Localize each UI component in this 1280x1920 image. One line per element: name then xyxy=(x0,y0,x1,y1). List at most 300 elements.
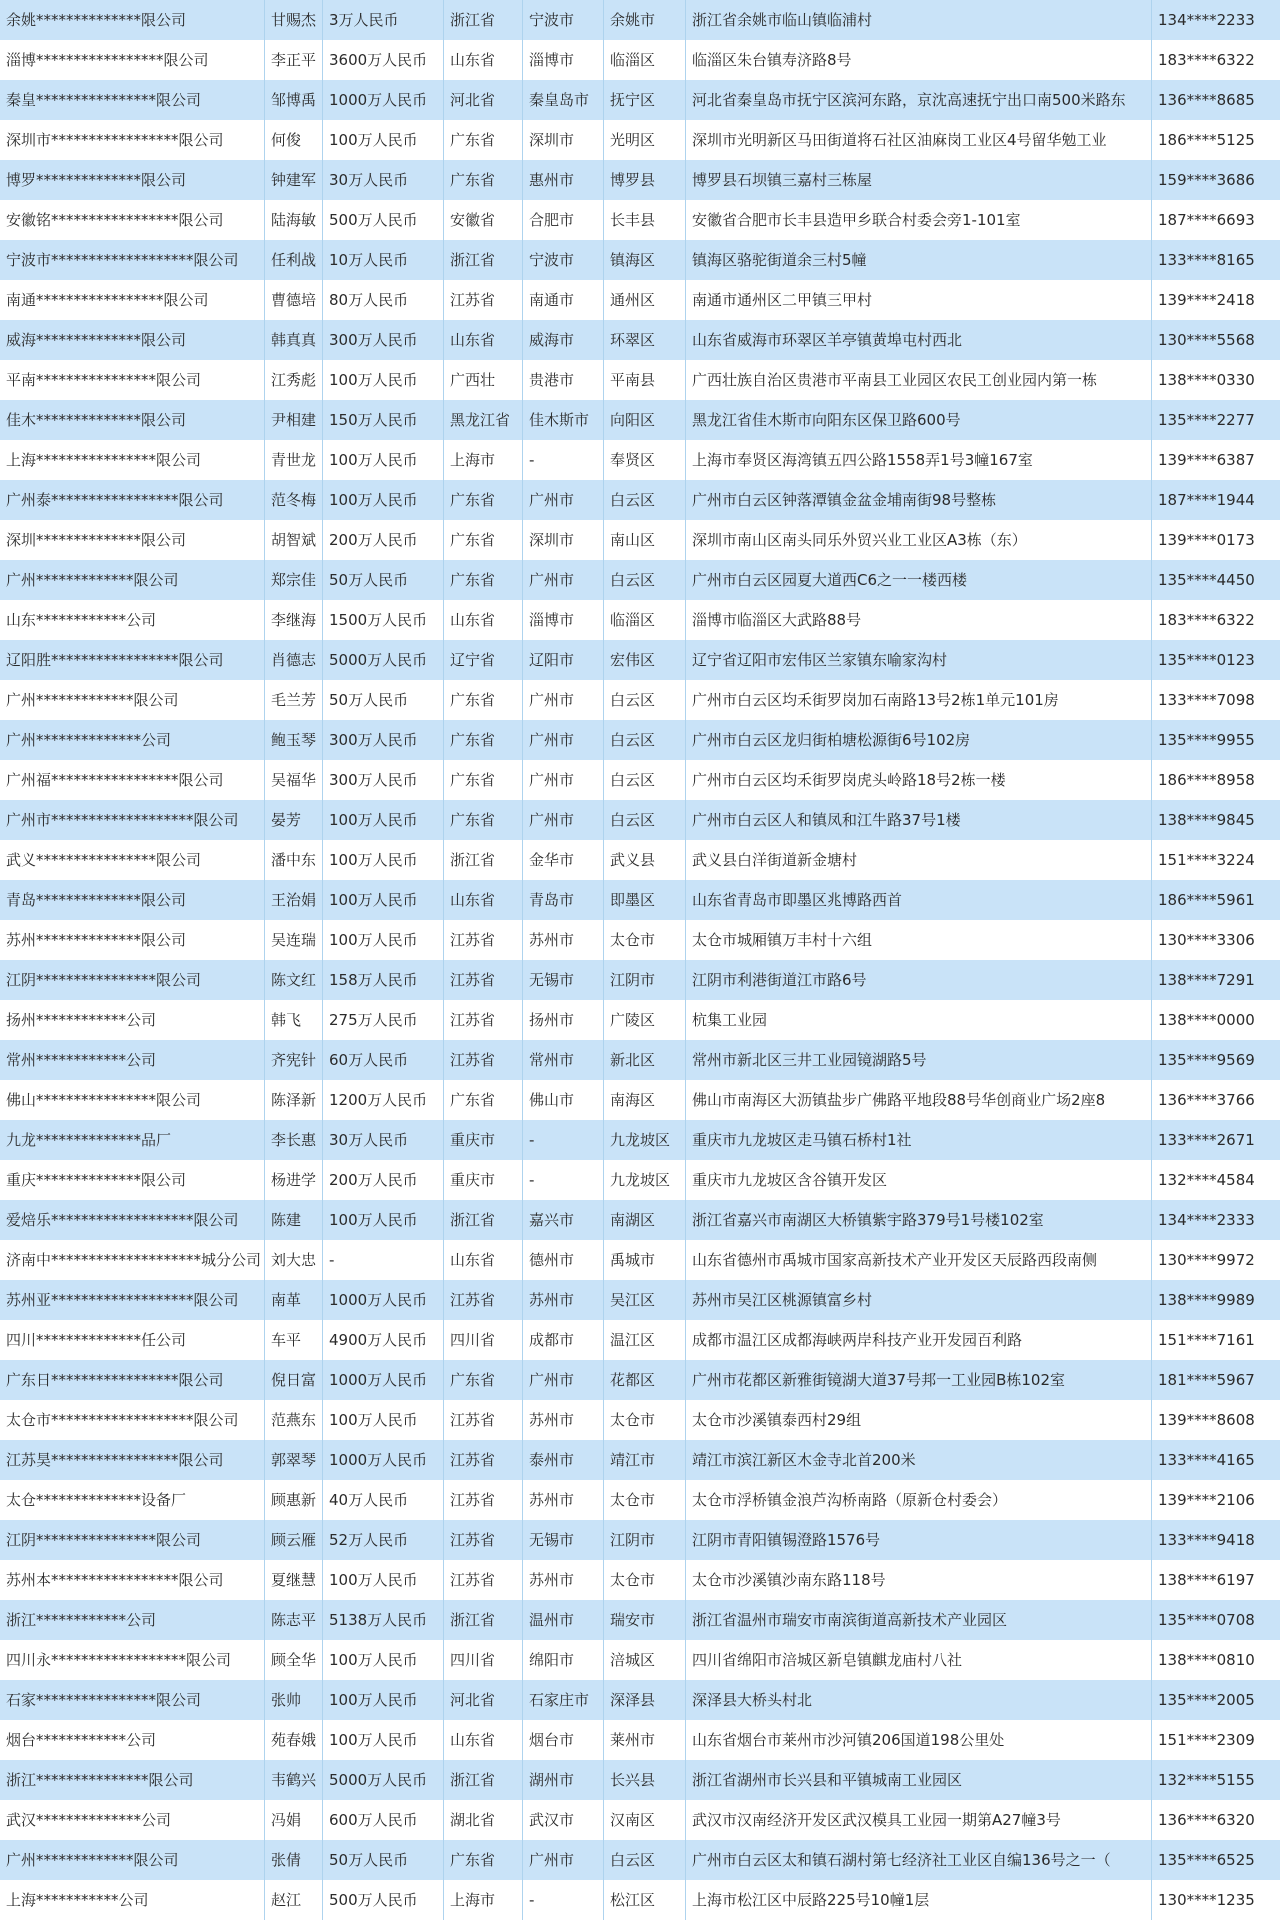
address-cell: 广州市白云区均禾街罗岗虎头岭路18号2栋一楼 xyxy=(686,760,1152,800)
phone-cell: 134****2233 xyxy=(1158,11,1255,29)
registered-capital-cell: 5138万人民币 xyxy=(323,1600,444,1640)
table-row xyxy=(0,1000,1280,1040)
table-row xyxy=(0,1040,1280,1080)
district-cell: 太仓市 xyxy=(604,1480,686,1520)
city-cell: 广州市 xyxy=(523,800,604,840)
phone-cell: 134****2333 xyxy=(1158,1211,1255,1229)
address-cell: 临淄区朱台镇寿济路8号 xyxy=(686,40,1152,80)
registered-capital-cell: 275万人民币 xyxy=(323,1000,444,1040)
city-cell: 苏州市 xyxy=(523,1280,604,1320)
district-cell: 白云区 xyxy=(604,720,686,760)
phone-cell: 136****3766 xyxy=(1158,1091,1255,1109)
registered-capital-cell: 100万人民币 xyxy=(323,480,444,520)
registered-capital-cell: 200万人民币 xyxy=(323,1160,444,1200)
province-cell: 江苏省 xyxy=(444,1040,523,1080)
city-cell: 石家庄市 xyxy=(523,1680,604,1720)
company-name-cell: 太仓**************设备厂 xyxy=(0,1480,265,1520)
province-cell: 山东省 xyxy=(444,1240,523,1280)
contact-name-cell: 陈文红 xyxy=(265,960,323,1000)
address-cell: 靖江市滨江新区木金寺北首200米 xyxy=(686,1440,1152,1480)
city-cell: 德州市 xyxy=(523,1240,604,1280)
company-name-cell: 九龙**************品厂 xyxy=(0,1120,265,1160)
registered-capital-cell: 50万人民币 xyxy=(323,680,444,720)
registered-capital-cell: 1200万人民币 xyxy=(323,1080,444,1120)
phone-cell: 187****1944 xyxy=(1158,491,1255,509)
contact-name-cell: 南革 xyxy=(265,1280,323,1320)
table-row xyxy=(0,600,1280,640)
province-cell: 广东省 xyxy=(444,760,523,800)
registered-capital-cell: - xyxy=(323,1240,444,1280)
district-cell: 武义县 xyxy=(604,840,686,880)
registered-capital-cell: 150万人民币 xyxy=(323,400,444,440)
contact-name-cell: 陈志平 xyxy=(265,1600,323,1640)
phone-cell: 138****0810 xyxy=(1158,1651,1255,1669)
registered-capital-cell: 4900万人民币 xyxy=(323,1320,444,1360)
district-cell: 平南县 xyxy=(604,360,686,400)
registered-capital-cell: 300万人民币 xyxy=(323,320,444,360)
table-row xyxy=(0,640,1280,680)
contact-name-cell: 毛兰芳 xyxy=(265,680,323,720)
company-name-cell: 南通*****************限公司 xyxy=(0,280,265,320)
company-name-cell: 广州市*******************限公司 xyxy=(0,800,265,840)
phone-cell: 130****5568 xyxy=(1158,331,1255,349)
contact-name-cell: 任利战 xyxy=(265,240,323,280)
registered-capital-cell: 300万人民币 xyxy=(323,760,444,800)
district-cell: 抚宁区 xyxy=(604,80,686,120)
table-row xyxy=(0,400,1280,440)
province-cell: 广东省 xyxy=(444,120,523,160)
province-cell: 广东省 xyxy=(444,720,523,760)
table-row xyxy=(0,360,1280,400)
contact-name-cell: 韩真真 xyxy=(265,320,323,360)
phone-cell: 135****4450 xyxy=(1158,571,1255,589)
contact-name-cell: 范冬梅 xyxy=(265,480,323,520)
table-row xyxy=(0,1400,1280,1440)
company-name-cell: 余姚**************限公司 xyxy=(0,0,265,40)
table-row xyxy=(0,1640,1280,1680)
table-row xyxy=(0,1680,1280,1720)
address-cell: 浙江省嘉兴市南湖区大桥镇紫宇路379号1号楼102室 xyxy=(686,1200,1152,1240)
district-cell: 松江区 xyxy=(604,1880,686,1920)
contact-name-cell: 范燕东 xyxy=(265,1400,323,1440)
company-name-cell: 威海**************限公司 xyxy=(0,320,265,360)
city-cell: 武汉市 xyxy=(523,1800,604,1840)
province-cell: 上海市 xyxy=(444,440,523,480)
contact-name-cell: 韩飞 xyxy=(265,1000,323,1040)
registered-capital-cell: 1000万人民币 xyxy=(323,80,444,120)
district-cell: 莱州市 xyxy=(604,1720,686,1760)
city-cell: 烟台市 xyxy=(523,1720,604,1760)
registered-capital-cell: 50万人民币 xyxy=(323,560,444,600)
company-name-cell: 扬州************公司 xyxy=(0,1000,265,1040)
company-name-cell: 江阴****************限公司 xyxy=(0,960,265,1000)
registered-capital-cell: 100万人民币 xyxy=(323,1720,444,1760)
address-cell: 广州市白云区太和镇石湖村第七经济社工业区自编136号之一（ xyxy=(686,1840,1152,1880)
phone-cell: 139****8608 xyxy=(1158,1411,1255,1429)
table-row xyxy=(0,1800,1280,1840)
city-cell: 泰州市 xyxy=(523,1440,604,1480)
province-cell: 辽宁省 xyxy=(444,640,523,680)
province-cell: 河北省 xyxy=(444,1680,523,1720)
company-name-cell: 苏州亚*******************限公司 xyxy=(0,1280,265,1320)
district-cell: 向阳区 xyxy=(604,400,686,440)
registered-capital-cell: 100万人民币 xyxy=(323,1680,444,1720)
address-cell: 浙江省温州市瑞安市南滨街道高新技术产业园区 xyxy=(686,1600,1152,1640)
province-cell: 重庆市 xyxy=(444,1120,523,1160)
phone-cell: 187****6693 xyxy=(1158,211,1255,229)
phone-cell: 151****3224 xyxy=(1158,851,1255,869)
district-cell: 禹城市 xyxy=(604,1240,686,1280)
contact-name-cell: 夏继慧 xyxy=(265,1560,323,1600)
contact-name-cell: 倪日富 xyxy=(265,1360,323,1400)
table-row xyxy=(0,1840,1280,1880)
registered-capital-cell: 1000万人民币 xyxy=(323,1280,444,1320)
address-cell: 浙江省湖州市长兴县和平镇城南工业园区 xyxy=(686,1760,1152,1800)
phone-cell: 181****5967 xyxy=(1158,1371,1255,1389)
province-cell: 山东省 xyxy=(444,880,523,920)
district-cell: 宏伟区 xyxy=(604,640,686,680)
address-cell: 山东省烟台市莱州市沙河镇206国道198公里处 xyxy=(686,1720,1152,1760)
contact-name-cell: 张倩 xyxy=(265,1840,323,1880)
table-row xyxy=(0,80,1280,120)
city-cell: 成都市 xyxy=(523,1320,604,1360)
district-cell: 九龙坡区 xyxy=(604,1160,686,1200)
contact-name-cell: 赵江 xyxy=(265,1880,323,1920)
phone-cell: 138****9989 xyxy=(1158,1291,1255,1309)
company-name-cell: 深圳**************限公司 xyxy=(0,520,265,560)
address-cell: 太仓市浮桥镇金浪芦沟桥南路（原新仓村委会） xyxy=(686,1480,1152,1520)
city-cell: - xyxy=(523,1160,604,1200)
contact-name-cell: 韦鹤兴 xyxy=(265,1760,323,1800)
city-cell: 合肥市 xyxy=(523,200,604,240)
company-name-cell: 广州**************公司 xyxy=(0,720,265,760)
phone-cell: 130****1235 xyxy=(1158,1891,1255,1909)
address-cell: 浙江省余姚市临山镇临浦村 xyxy=(686,0,1152,40)
city-cell: 嘉兴市 xyxy=(523,1200,604,1240)
contact-name-cell: 肖德志 xyxy=(265,640,323,680)
address-cell: 太仓市沙溪镇沙南东路118号 xyxy=(686,1560,1152,1600)
registered-capital-cell: 200万人民币 xyxy=(323,520,444,560)
district-cell: 南山区 xyxy=(604,520,686,560)
contact-name-cell: 曹德培 xyxy=(265,280,323,320)
table-row xyxy=(0,1120,1280,1160)
table-row xyxy=(0,1560,1280,1600)
address-cell: 安徽省合肥市长丰县造甲乡联合村委会旁1-101室 xyxy=(686,200,1152,240)
district-cell: 博罗县 xyxy=(604,160,686,200)
registered-capital-cell: 100万人民币 xyxy=(323,880,444,920)
city-cell: - xyxy=(523,440,604,480)
address-cell: 淄博市临淄区大武路88号 xyxy=(686,600,1152,640)
table-row xyxy=(0,480,1280,520)
province-cell: 江苏省 xyxy=(444,1480,523,1520)
contact-name-cell: 李继海 xyxy=(265,600,323,640)
phone-cell: 130****3306 xyxy=(1158,931,1255,949)
registered-capital-cell: 5000万人民币 xyxy=(323,640,444,680)
company-name-cell: 江苏昊*****************限公司 xyxy=(0,1440,265,1480)
address-cell: 杭集工业园 xyxy=(686,1000,1152,1040)
province-cell: 山东省 xyxy=(444,1720,523,1760)
table-row xyxy=(0,1760,1280,1800)
company-name-cell: 四川**************任公司 xyxy=(0,1320,265,1360)
registered-capital-cell: 100万人民币 xyxy=(323,440,444,480)
province-cell: 山东省 xyxy=(444,320,523,360)
company-name-cell: 苏州**************限公司 xyxy=(0,920,265,960)
phone-cell: 139****2106 xyxy=(1158,1491,1255,1509)
address-cell: 上海市奉贤区海湾镇五四公路1558弄1号3幢167室 xyxy=(686,440,1152,480)
address-cell: 深泽县大桥头村北 xyxy=(686,1680,1152,1720)
phone-cell: 139****2418 xyxy=(1158,291,1255,309)
address-cell: 博罗县石坝镇三嘉村三栋屋 xyxy=(686,160,1152,200)
city-cell: 秦皇岛市 xyxy=(523,80,604,120)
contact-name-cell: 李正平 xyxy=(265,40,323,80)
company-name-cell: 上海***********公司 xyxy=(0,1880,265,1920)
table-row xyxy=(0,440,1280,480)
table-row xyxy=(0,760,1280,800)
city-cell: - xyxy=(523,1880,604,1920)
registered-capital-cell: 50万人民币 xyxy=(323,1840,444,1880)
contact-name-cell: 吴福华 xyxy=(265,760,323,800)
phone-cell: 183****6322 xyxy=(1158,611,1255,629)
table-row xyxy=(0,1280,1280,1320)
registered-capital-cell: 500万人民币 xyxy=(323,1880,444,1920)
address-cell: 常州市新北区三井工业园镜湖路5号 xyxy=(686,1040,1152,1080)
district-cell: 九龙坡区 xyxy=(604,1120,686,1160)
city-cell: 金华市 xyxy=(523,840,604,880)
province-cell: 江苏省 xyxy=(444,1520,523,1560)
phone-cell: 130****9972 xyxy=(1158,1251,1255,1269)
address-cell: 太仓市城厢镇万丰村十六组 xyxy=(686,920,1152,960)
district-cell: 太仓市 xyxy=(604,1400,686,1440)
contact-name-cell: 顾惠新 xyxy=(265,1480,323,1520)
city-cell: 温州市 xyxy=(523,1600,604,1640)
registered-capital-cell: 100万人民币 xyxy=(323,120,444,160)
company-name-cell: 佳木**************限公司 xyxy=(0,400,265,440)
district-cell: 即墨区 xyxy=(604,880,686,920)
company-name-cell: 广东日*****************限公司 xyxy=(0,1360,265,1400)
city-cell: - xyxy=(523,1120,604,1160)
phone-cell: 135****2277 xyxy=(1158,411,1255,429)
phone-cell: 135****0708 xyxy=(1158,1611,1255,1629)
district-cell: 余姚市 xyxy=(604,0,686,40)
district-cell: 通州区 xyxy=(604,280,686,320)
registered-capital-cell: 300万人民币 xyxy=(323,720,444,760)
district-cell: 白云区 xyxy=(604,680,686,720)
company-name-cell: 常州************公司 xyxy=(0,1040,265,1080)
table-row xyxy=(0,960,1280,1000)
contact-name-cell: 青世龙 xyxy=(265,440,323,480)
company-name-cell: 平南****************限公司 xyxy=(0,360,265,400)
district-cell: 白云区 xyxy=(604,480,686,520)
address-cell: 广州市白云区园夏大道西C6之一一楼西楼 xyxy=(686,560,1152,600)
address-cell: 广州市白云区钟落潭镇金盆金埔南街98号整栋 xyxy=(686,480,1152,520)
registered-capital-cell: 80万人民币 xyxy=(323,280,444,320)
company-name-cell: 广州*************限公司 xyxy=(0,1840,265,1880)
district-cell: 长兴县 xyxy=(604,1760,686,1800)
contact-name-cell: 杨进学 xyxy=(265,1160,323,1200)
province-cell: 浙江省 xyxy=(444,1600,523,1640)
city-cell: 扬州市 xyxy=(523,1000,604,1040)
province-cell: 四川省 xyxy=(444,1640,523,1680)
registered-capital-cell: 30万人民币 xyxy=(323,160,444,200)
registered-capital-cell: 500万人民币 xyxy=(323,200,444,240)
company-name-cell: 博罗**************限公司 xyxy=(0,160,265,200)
company-name-cell: 武义****************限公司 xyxy=(0,840,265,880)
registered-capital-cell: 1500万人民币 xyxy=(323,600,444,640)
province-cell: 广东省 xyxy=(444,1080,523,1120)
city-cell: 无锡市 xyxy=(523,1520,604,1560)
registered-capital-cell: 1000万人民币 xyxy=(323,1440,444,1480)
address-cell: 河北省秦皇岛市抚宁区滨河东路，京沈高速抚宁出口南500米路东 xyxy=(686,80,1152,120)
city-cell: 湖州市 xyxy=(523,1760,604,1800)
address-cell: 广西壮族自治区贵港市平南县工业园区农民工创业园内第一栋 xyxy=(686,360,1152,400)
contact-name-cell: 江秀彪 xyxy=(265,360,323,400)
registered-capital-cell: 100万人民币 xyxy=(323,1640,444,1680)
company-name-cell: 济南中********************城分公司 xyxy=(0,1240,265,1280)
registered-capital-cell: 52万人民币 xyxy=(323,1520,444,1560)
phone-cell: 133****9418 xyxy=(1158,1531,1255,1549)
phone-cell: 139****0173 xyxy=(1158,531,1255,549)
province-cell: 广东省 xyxy=(444,1840,523,1880)
phone-cell: 139****6387 xyxy=(1158,451,1255,469)
city-cell: 佳木斯市 xyxy=(523,400,604,440)
city-cell: 广州市 xyxy=(523,720,604,760)
phone-cell: 136****8685 xyxy=(1158,91,1255,109)
province-cell: 浙江省 xyxy=(444,1760,523,1800)
table-row xyxy=(0,120,1280,160)
address-cell: 江阴市青阳镇锡澄路1576号 xyxy=(686,1520,1152,1560)
contact-name-cell: 陈建 xyxy=(265,1200,323,1240)
contact-name-cell: 顾云雁 xyxy=(265,1520,323,1560)
city-cell: 苏州市 xyxy=(523,1480,604,1520)
province-cell: 广东省 xyxy=(444,520,523,560)
company-name-cell: 广州泰*****************限公司 xyxy=(0,480,265,520)
phone-cell: 186****8958 xyxy=(1158,771,1255,789)
company-name-cell: 广州*************限公司 xyxy=(0,560,265,600)
address-cell: 山东省德州市禹城市国家高新技术产业开发区天辰路西段南侧 xyxy=(686,1240,1152,1280)
contact-name-cell: 顾全华 xyxy=(265,1640,323,1680)
district-cell: 环翠区 xyxy=(604,320,686,360)
city-cell: 威海市 xyxy=(523,320,604,360)
province-cell: 广西壮 xyxy=(444,360,523,400)
province-cell: 上海市 xyxy=(444,1880,523,1920)
city-cell: 宁波市 xyxy=(523,0,604,40)
contact-name-cell: 钟建军 xyxy=(265,160,323,200)
table-row xyxy=(0,1480,1280,1520)
district-cell: 深泽县 xyxy=(604,1680,686,1720)
district-cell: 白云区 xyxy=(604,760,686,800)
phone-cell: 132****4584 xyxy=(1158,1171,1255,1189)
registered-capital-cell: 100万人民币 xyxy=(323,840,444,880)
contact-name-cell: 苑春娥 xyxy=(265,1720,323,1760)
table-row xyxy=(0,320,1280,360)
district-cell: 南湖区 xyxy=(604,1200,686,1240)
registered-capital-cell: 60万人民币 xyxy=(323,1040,444,1080)
address-cell: 广州市白云区均禾街罗岗加石南路13号2栋1单元101房 xyxy=(686,680,1152,720)
phone-cell: 135****6525 xyxy=(1158,1851,1255,1869)
phone-cell: 135****2005 xyxy=(1158,1691,1255,1709)
phone-cell: 133****7098 xyxy=(1158,691,1255,709)
city-cell: 广州市 xyxy=(523,560,604,600)
address-cell: 成都市温江区成都海峡两岸科技产业开发园百利路 xyxy=(686,1320,1152,1360)
district-cell: 光明区 xyxy=(604,120,686,160)
city-cell: 苏州市 xyxy=(523,920,604,960)
city-cell: 广州市 xyxy=(523,680,604,720)
contact-name-cell: 郭翠琴 xyxy=(265,1440,323,1480)
province-cell: 江苏省 xyxy=(444,960,523,1000)
company-name-cell: 广州*************限公司 xyxy=(0,680,265,720)
contact-name-cell: 胡智斌 xyxy=(265,520,323,560)
company-name-cell: 浙江***************限公司 xyxy=(0,1760,265,1800)
address-cell: 佛山市南海区大沥镇盐步广佛路平地段88号华创商业广场2座8 xyxy=(686,1080,1152,1120)
phone-cell: 138****0330 xyxy=(1158,371,1255,389)
address-cell: 山东省威海市环翠区羊亭镇黄埠屯村西北 xyxy=(686,320,1152,360)
district-cell: 靖江市 xyxy=(604,1440,686,1480)
company-name-cell: 江阴****************限公司 xyxy=(0,1520,265,1560)
district-cell: 奉贤区 xyxy=(604,440,686,480)
district-cell: 临淄区 xyxy=(604,40,686,80)
city-cell: 常州市 xyxy=(523,1040,604,1080)
phone-cell: 133****8165 xyxy=(1158,251,1255,269)
company-name-cell: 烟台************公司 xyxy=(0,1720,265,1760)
company-name-cell: 石家****************限公司 xyxy=(0,1680,265,1720)
company-name-cell: 武汉**************公司 xyxy=(0,1800,265,1840)
table-row xyxy=(0,840,1280,880)
province-cell: 江苏省 xyxy=(444,1440,523,1480)
city-cell: 苏州市 xyxy=(523,1560,604,1600)
phone-cell: 138****6197 xyxy=(1158,1571,1255,1589)
address-cell: 黑龙江省佳木斯市向阳东区保卫路600号 xyxy=(686,400,1152,440)
address-cell: 深圳市南山区南头同乐外贸兴业工业区A3栋（东） xyxy=(686,520,1152,560)
company-name-cell: 太仓市*******************限公司 xyxy=(0,1400,265,1440)
registered-capital-cell: 1000万人民币 xyxy=(323,1360,444,1400)
address-cell: 重庆市九龙坡区含谷镇开发区 xyxy=(686,1160,1152,1200)
registered-capital-cell: 3万人民币 xyxy=(323,0,444,40)
phone-cell: 133****4165 xyxy=(1158,1451,1255,1469)
province-cell: 广东省 xyxy=(444,680,523,720)
province-cell: 浙江省 xyxy=(444,840,523,880)
registered-capital-cell: 100万人民币 xyxy=(323,920,444,960)
phone-cell: 186****5961 xyxy=(1158,891,1255,909)
province-cell: 江苏省 xyxy=(444,280,523,320)
district-cell: 镇海区 xyxy=(604,240,686,280)
province-cell: 广东省 xyxy=(444,480,523,520)
table-row xyxy=(0,720,1280,760)
table-row xyxy=(0,280,1280,320)
city-cell: 广州市 xyxy=(523,1360,604,1400)
district-cell: 太仓市 xyxy=(604,920,686,960)
province-cell: 湖北省 xyxy=(444,1800,523,1840)
registered-capital-cell: 40万人民币 xyxy=(323,1480,444,1520)
province-cell: 江苏省 xyxy=(444,1400,523,1440)
district-cell: 瑞安市 xyxy=(604,1600,686,1640)
registered-capital-cell: 100万人民币 xyxy=(323,360,444,400)
table-row xyxy=(0,680,1280,720)
table-row xyxy=(0,1160,1280,1200)
phone-cell: 136****6320 xyxy=(1158,1811,1255,1829)
city-cell: 青岛市 xyxy=(523,880,604,920)
address-cell: 南通市通州区二甲镇三甲村 xyxy=(686,280,1152,320)
city-cell: 绵阳市 xyxy=(523,1640,604,1680)
district-cell: 温江区 xyxy=(604,1320,686,1360)
district-cell: 太仓市 xyxy=(604,1560,686,1600)
city-cell: 苏州市 xyxy=(523,1400,604,1440)
address-cell: 镇海区骆驼街道余三村5幢 xyxy=(686,240,1152,280)
province-cell: 河北省 xyxy=(444,80,523,120)
address-cell: 辽宁省辽阳市宏伟区兰家镇东喻家沟村 xyxy=(686,640,1152,680)
table-row xyxy=(0,520,1280,560)
company-name-cell: 安徽铭*****************限公司 xyxy=(0,200,265,240)
province-cell: 江苏省 xyxy=(444,1000,523,1040)
